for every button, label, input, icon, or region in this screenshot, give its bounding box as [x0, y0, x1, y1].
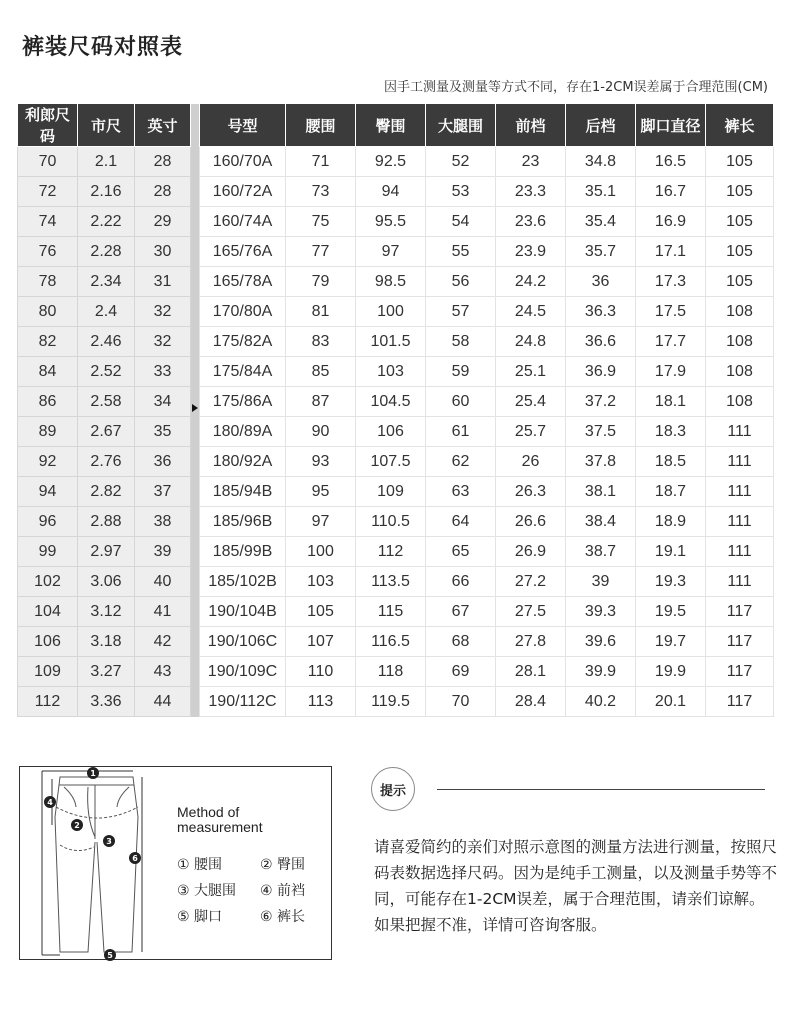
- table-cell: 180/92A: [200, 447, 286, 477]
- table-cell: 175/82A: [200, 327, 286, 357]
- table-body: [18, 147, 774, 717]
- table-cell: 170/80A: [200, 297, 286, 327]
- table-row: [18, 207, 774, 237]
- table-cell: 92: [18, 447, 78, 477]
- table-cell: 35.7: [566, 237, 636, 267]
- table-row: [18, 597, 774, 627]
- table-cell: 2.58: [78, 387, 135, 417]
- table-cell: 165/78A: [200, 267, 286, 297]
- table-cell: 73: [286, 177, 356, 207]
- table-cell: 17.9: [636, 357, 706, 387]
- marker-1: 1: [90, 769, 96, 778]
- table-cell: 98.5: [356, 267, 426, 297]
- table-cell: 28: [135, 147, 191, 177]
- table-cell: 111: [706, 447, 774, 477]
- table-cell: 106: [356, 417, 426, 447]
- column-separator: [191, 687, 200, 717]
- table-cell: 111: [706, 567, 774, 597]
- column-separator: [191, 627, 200, 657]
- header-cell: 前档: [496, 104, 566, 147]
- table-cell: 39.3: [566, 597, 636, 627]
- table-cell: 38.4: [566, 507, 636, 537]
- legend-label: 臀围: [277, 857, 306, 873]
- table-row: [18, 687, 774, 717]
- table-cell: 185/102B: [200, 567, 286, 597]
- table-row: [18, 567, 774, 597]
- table-cell: 18.3: [636, 417, 706, 447]
- column-separator: [191, 417, 200, 447]
- header-cell: 臀围: [356, 104, 426, 147]
- table-cell: 40: [135, 567, 191, 597]
- table-cell: 58: [426, 327, 496, 357]
- table-cell: 95.5: [356, 207, 426, 237]
- table-cell: 104: [18, 597, 78, 627]
- table-cell: 190/106C: [200, 627, 286, 657]
- table-cell: 102: [18, 567, 78, 597]
- table-cell: 99: [18, 537, 78, 567]
- table-cell: 110.5: [356, 507, 426, 537]
- table-cell: 26.3: [496, 477, 566, 507]
- table-cell: 26: [496, 447, 566, 477]
- table-cell: 3.12: [78, 597, 135, 627]
- table-row: [18, 627, 774, 657]
- table-cell: 35: [135, 417, 191, 447]
- header-cell: 大腿围: [426, 104, 496, 147]
- row-marker-arrow-icon: [192, 404, 198, 412]
- table-cell: 41: [135, 597, 191, 627]
- table-cell: 95: [286, 477, 356, 507]
- table-cell: 17.3: [636, 267, 706, 297]
- table-cell: 105: [706, 267, 774, 297]
- table-row: [18, 177, 774, 207]
- table-cell: 24.5: [496, 297, 566, 327]
- column-separator: [191, 657, 200, 687]
- table-cell: 72: [18, 177, 78, 207]
- table-row: [18, 327, 774, 357]
- table-cell: 90: [286, 417, 356, 447]
- table-cell: 23.3: [496, 177, 566, 207]
- table-cell: 116.5: [356, 627, 426, 657]
- table-cell: 103: [286, 567, 356, 597]
- marker-2: 2: [74, 821, 80, 830]
- table-cell: 96: [18, 507, 78, 537]
- table-cell: 27.2: [496, 567, 566, 597]
- table-cell: 89: [18, 417, 78, 447]
- column-separator: [191, 597, 200, 627]
- table-cell: 28.4: [496, 687, 566, 717]
- column-separator: [191, 357, 200, 387]
- table-cell: 52: [426, 147, 496, 177]
- legend-number: ④: [260, 883, 273, 899]
- table-cell: 53: [426, 177, 496, 207]
- table-cell: 27.5: [496, 597, 566, 627]
- table-cell: 87: [286, 387, 356, 417]
- table-cell: 40.2: [566, 687, 636, 717]
- table-cell: 71: [286, 147, 356, 177]
- column-separator: [191, 387, 200, 417]
- table-cell: 185/99B: [200, 537, 286, 567]
- table-cell: 109: [356, 477, 426, 507]
- legend-number: ⑥: [260, 909, 273, 925]
- table-cell: 16.7: [636, 177, 706, 207]
- table-cell: 2.52: [78, 357, 135, 387]
- table-cell: 32: [135, 327, 191, 357]
- table-cell: 160/70A: [200, 147, 286, 177]
- table-cell: 36: [135, 447, 191, 477]
- pants-outline-icon: [20, 767, 170, 961]
- header-cell: 裤长: [706, 104, 774, 147]
- legend-item: [177, 854, 222, 874]
- table-cell: 28.1: [496, 657, 566, 687]
- table-cell: 37.5: [566, 417, 636, 447]
- table-cell: 39: [135, 537, 191, 567]
- table-cell: 2.28: [78, 237, 135, 267]
- table-cell: 2.16: [78, 177, 135, 207]
- table-cell: 190/109C: [200, 657, 286, 687]
- column-separator: [191, 147, 200, 177]
- table-cell: 37.2: [566, 387, 636, 417]
- table-cell: 25.4: [496, 387, 566, 417]
- table-row: [18, 477, 774, 507]
- table-cell: 69: [426, 657, 496, 687]
- table-cell: 117: [706, 597, 774, 627]
- table-cell: 92.5: [356, 147, 426, 177]
- table-cell: 2.97: [78, 537, 135, 567]
- table-cell: 34: [135, 387, 191, 417]
- tip-badge: 提示: [371, 767, 415, 811]
- table-cell: 42: [135, 627, 191, 657]
- marker-3: 3: [106, 837, 112, 846]
- table-cell: 2.67: [78, 417, 135, 447]
- table-row: [18, 447, 774, 477]
- table-cell: 111: [706, 507, 774, 537]
- table-cell: 54: [426, 207, 496, 237]
- table-cell: 83: [286, 327, 356, 357]
- table-cell: 105: [706, 147, 774, 177]
- table-cell: 62: [426, 447, 496, 477]
- table-row: [18, 297, 774, 327]
- table-cell: 19.1: [636, 537, 706, 567]
- table-cell: 110: [286, 657, 356, 687]
- table-cell: 30: [135, 237, 191, 267]
- table-cell: 107: [286, 627, 356, 657]
- table-cell: 23.6: [496, 207, 566, 237]
- table-cell: 85: [286, 357, 356, 387]
- table-cell: 59: [426, 357, 496, 387]
- table-cell: 3.36: [78, 687, 135, 717]
- table-cell: 94: [18, 477, 78, 507]
- table-row: [18, 357, 774, 387]
- table-cell: 82: [18, 327, 78, 357]
- size-chart-table: [17, 103, 774, 717]
- table-cell: 31: [135, 267, 191, 297]
- table-cell: 165/76A: [200, 237, 286, 267]
- table-cell: 160/74A: [200, 207, 286, 237]
- table-cell: 25.7: [496, 417, 566, 447]
- table-cell: 36: [566, 267, 636, 297]
- table-row: [18, 387, 774, 417]
- column-separator: [191, 267, 200, 297]
- table-cell: 66: [426, 567, 496, 597]
- table-row: [18, 147, 774, 177]
- table-cell: 16.5: [636, 147, 706, 177]
- legend-number: ③: [177, 883, 190, 899]
- table-cell: 78: [18, 267, 78, 297]
- table-cell: 111: [706, 537, 774, 567]
- table-cell: 3.18: [78, 627, 135, 657]
- table-cell: 32: [135, 297, 191, 327]
- table-row: [18, 267, 774, 297]
- table-cell: 18.5: [636, 447, 706, 477]
- legend-label: 裤长: [277, 909, 306, 925]
- legend-label: 腰围: [194, 857, 223, 873]
- table-cell: 2.4: [78, 297, 135, 327]
- table-cell: 19.9: [636, 657, 706, 687]
- table-cell: 18.1: [636, 387, 706, 417]
- table-cell: 36.9: [566, 357, 636, 387]
- table-cell: 100: [286, 537, 356, 567]
- table-cell: 117: [706, 627, 774, 657]
- table-cell: 190/104B: [200, 597, 286, 627]
- table-cell: 2.82: [78, 477, 135, 507]
- table-cell: 111: [706, 477, 774, 507]
- table-cell: 38.1: [566, 477, 636, 507]
- table-cell: 23.9: [496, 237, 566, 267]
- table-cell: 17.7: [636, 327, 706, 357]
- table-cell: 57: [426, 297, 496, 327]
- table-cell: 105: [706, 177, 774, 207]
- table-cell: 100: [356, 297, 426, 327]
- table-cell: 37.8: [566, 447, 636, 477]
- table-cell: 25.1: [496, 357, 566, 387]
- measurement-diagram: [19, 766, 332, 960]
- table-cell: 105: [706, 207, 774, 237]
- table-cell: 37: [135, 477, 191, 507]
- legend-item: [260, 880, 305, 900]
- table-cell: 56: [426, 267, 496, 297]
- column-separator: [191, 507, 200, 537]
- header-cell: 市尺: [78, 104, 135, 147]
- table-cell: 180/89A: [200, 417, 286, 447]
- table-cell: 80: [18, 297, 78, 327]
- table-cell: 104.5: [356, 387, 426, 417]
- table-cell: 39: [566, 567, 636, 597]
- table-cell: 20.1: [636, 687, 706, 717]
- column-separator: [191, 104, 200, 147]
- table-cell: 19.5: [636, 597, 706, 627]
- legend-label: 前裆: [277, 883, 306, 899]
- header-cell: 英寸: [135, 104, 191, 147]
- table-cell: 35.4: [566, 207, 636, 237]
- table-cell: 60: [426, 387, 496, 417]
- table-cell: 44: [135, 687, 191, 717]
- header-cell: 腰围: [286, 104, 356, 147]
- table-cell: 175/84A: [200, 357, 286, 387]
- table-cell: 68: [426, 627, 496, 657]
- table-cell: 108: [706, 327, 774, 357]
- column-separator: [191, 177, 200, 207]
- table-cell: 81: [286, 297, 356, 327]
- method-line-2: measurement: [177, 819, 263, 835]
- legend-number: ①: [177, 857, 190, 873]
- table-cell: 79: [286, 267, 356, 297]
- table-cell: 35.1: [566, 177, 636, 207]
- header-cell: 脚口直径: [636, 104, 706, 147]
- legend-label: 脚口: [194, 909, 223, 925]
- table-cell: 16.9: [636, 207, 706, 237]
- table-cell: 74: [18, 207, 78, 237]
- table-cell: 2.22: [78, 207, 135, 237]
- legend-item: [177, 880, 236, 900]
- table-cell: 38.7: [566, 537, 636, 567]
- table-cell: 97: [356, 237, 426, 267]
- table-cell: 36.3: [566, 297, 636, 327]
- table-cell: 86: [18, 387, 78, 417]
- table-cell: 113.5: [356, 567, 426, 597]
- tip-text: 请喜爱简约的亲们对照示意图的测量方法进行测量，按照尺码表数据选择尺码。因为是纯手工测量，以及测量手势等不同，可能存在1-2CM误差，属于合理范围，请亲们谅解。如果把握不准，详情可咨询客服。: [374, 838, 778, 934]
- measurement-note: 因手工测量及测量等方式不同，存在1-2CM误差属于合理范围(CM): [384, 80, 768, 95]
- legend-number: ⑤: [177, 909, 190, 925]
- table-cell: 112: [356, 537, 426, 567]
- column-separator: [191, 447, 200, 477]
- table-cell: 3.27: [78, 657, 135, 687]
- table-cell: 109: [18, 657, 78, 687]
- table-cell: 19.7: [636, 627, 706, 657]
- table-cell: 77: [286, 237, 356, 267]
- table-cell: 39.6: [566, 627, 636, 657]
- table-cell: 175/86A: [200, 387, 286, 417]
- table-cell: 190/112C: [200, 687, 286, 717]
- table-cell: 28: [135, 177, 191, 207]
- header-cell: 号型: [200, 104, 286, 147]
- table-cell: 2.88: [78, 507, 135, 537]
- table-cell: 23: [496, 147, 566, 177]
- method-caption: [177, 805, 263, 835]
- table-cell: 17.1: [636, 237, 706, 267]
- table-header-row: [18, 104, 774, 147]
- column-separator: [191, 327, 200, 357]
- table-cell: 18.7: [636, 477, 706, 507]
- header-cell: 利郎尺码: [18, 104, 78, 147]
- table-cell: 38: [135, 507, 191, 537]
- marker-5: 5: [107, 951, 113, 960]
- table-cell: 93: [286, 447, 356, 477]
- table-cell: 185/94B: [200, 477, 286, 507]
- table-cell: 70: [426, 687, 496, 717]
- table-cell: 61: [426, 417, 496, 447]
- table-cell: 101.5: [356, 327, 426, 357]
- table-cell: 94: [356, 177, 426, 207]
- legend-label: 大腿围: [194, 883, 237, 899]
- table-cell: 97: [286, 507, 356, 537]
- table-cell: 105: [286, 597, 356, 627]
- table-cell: 39.9: [566, 657, 636, 687]
- table-cell: 34.8: [566, 147, 636, 177]
- column-separator: [191, 297, 200, 327]
- table-cell: 111: [706, 417, 774, 447]
- marker-6: 6: [132, 854, 138, 863]
- table-cell: 33: [135, 357, 191, 387]
- table-cell: 2.76: [78, 447, 135, 477]
- table-cell: 118: [356, 657, 426, 687]
- table-row: [18, 537, 774, 567]
- table-cell: 2.1: [78, 147, 135, 177]
- table-cell: 36.6: [566, 327, 636, 357]
- table-cell: 29: [135, 207, 191, 237]
- table-row: [18, 507, 774, 537]
- table-row: [18, 237, 774, 267]
- table-cell: 106: [18, 627, 78, 657]
- table-cell: 17.5: [636, 297, 706, 327]
- column-separator: [191, 237, 200, 267]
- table-cell: 43: [135, 657, 191, 687]
- table-cell: 63: [426, 477, 496, 507]
- table-cell: 108: [706, 357, 774, 387]
- table-cell: 3.06: [78, 567, 135, 597]
- legend-number: ②: [260, 857, 273, 873]
- table-cell: 65: [426, 537, 496, 567]
- tip-divider: [437, 789, 765, 790]
- table-cell: 84: [18, 357, 78, 387]
- column-separator: [191, 207, 200, 237]
- table-cell: 64: [426, 507, 496, 537]
- table-cell: 67: [426, 597, 496, 627]
- table-cell: 105: [706, 237, 774, 267]
- table-cell: 26.6: [496, 507, 566, 537]
- legend-item: [260, 906, 305, 926]
- legend-item: [177, 906, 222, 926]
- table-row: [18, 657, 774, 687]
- legend-item: [260, 854, 305, 874]
- table-row: [18, 417, 774, 447]
- method-line-1: Method of: [177, 804, 240, 820]
- table-cell: 2.46: [78, 327, 135, 357]
- table-cell: 19.3: [636, 567, 706, 597]
- table-cell: 24.8: [496, 327, 566, 357]
- table-cell: 107.5: [356, 447, 426, 477]
- table-cell: 27.8: [496, 627, 566, 657]
- column-separator: [191, 537, 200, 567]
- table-cell: 55: [426, 237, 496, 267]
- table-cell: 18.9: [636, 507, 706, 537]
- table-cell: 70: [18, 147, 78, 177]
- table-cell: 117: [706, 687, 774, 717]
- table-cell: 117: [706, 657, 774, 687]
- table-cell: 2.34: [78, 267, 135, 297]
- table-cell: 115: [356, 597, 426, 627]
- marker-4: 4: [47, 798, 53, 807]
- table-cell: 185/96B: [200, 507, 286, 537]
- table-cell: 112: [18, 687, 78, 717]
- table-cell: 24.2: [496, 267, 566, 297]
- table-cell: 103: [356, 357, 426, 387]
- page-title: 裤装尺码对照表: [22, 35, 184, 60]
- table-cell: 75: [286, 207, 356, 237]
- header-cell: 后档: [566, 104, 636, 147]
- table-cell: 26.9: [496, 537, 566, 567]
- column-separator: [191, 477, 200, 507]
- table-cell: 108: [706, 297, 774, 327]
- table-cell: 108: [706, 387, 774, 417]
- table-cell: 160/72A: [200, 177, 286, 207]
- table-cell: 119.5: [356, 687, 426, 717]
- column-separator: [191, 567, 200, 597]
- table-cell: 76: [18, 237, 78, 267]
- table-cell: 113: [286, 687, 356, 717]
